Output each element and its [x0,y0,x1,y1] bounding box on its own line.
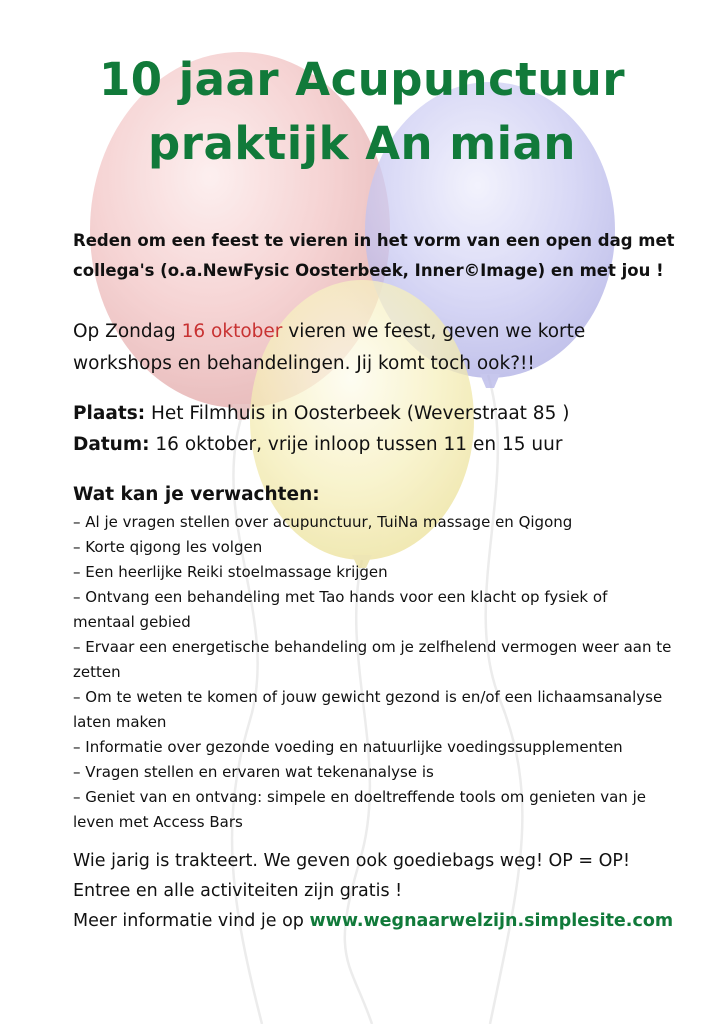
closing-line-1: Wie jarig is trakteert. We geven ook goediebags weg! OP = OP! [73,851,630,871]
closing-line-3 [73,906,703,936]
website-link[interactable]: www.wegnaarwelzijn.simplesite.com [309,911,674,931]
announcement-before: Op Zondag [73,321,182,342]
title-line-1: 10 jaar Acupunctuur [98,53,626,106]
list-item: – Om te weten te komen of jouw gewicht gezond is en/of een lichaamsanalyse laten maken [73,688,663,731]
intro-text: Reden om een feest te vieren in het vorm van een open dag met collega's (o.a.NewFysic Oosterbeek, Inner©Image) en met jou ! [73,231,675,280]
title-line-2: praktijk An mian [148,117,576,170]
closing-line-2: Entree en alle activiteiten zijn gratis ! [73,881,403,901]
place-value: Het Filmhuis in Oosterbeek (Weverstraat 85 ) [145,403,570,424]
expect-heading: Wat kan je verwachten: [73,484,320,505]
list-item: – Al je vragen stellen over acupunctuur, TuiNa massage en Qigong [73,513,573,531]
page-title [40,48,684,176]
closing-line-3-text: Meer informatie vind je op [73,911,310,931]
list-item: – Geniet van en ontvang: simpele en doeltreffende tools om genieten van je leven met Access Bars [73,788,646,831]
list-item: – Ontvang een behandeling met Tao hands voor een klacht op fysiek of mentaal gebied [73,588,608,631]
list-item: – Een heerlijke Reiki stoelmassage krijgen [73,563,388,581]
announcement-after: vieren we feest, geven we korte workshops en behandelingen. Jij komt toch ook?!! [73,321,586,374]
place-row [73,398,693,429]
list-item: – Informatie over gezonde voeding en natuurlijke voedingssupplementen [73,738,623,756]
date-value: 16 oktober, vrije inloop tussen 11 en 15 uur [149,434,563,455]
announcement-text [73,316,673,380]
list-item: – Korte qigong les volgen [73,538,263,556]
list-item: – Vragen stellen en ervaren wat tekenanalyse is [73,763,434,781]
event-info [73,398,693,460]
expect-list [73,510,673,835]
place-label: Plaats: [73,403,146,424]
closing-text [73,846,703,936]
list-item: – Ervaar een energetische behandeling om je zelfhelend vermogen weer aan te zetten [73,638,672,681]
date-label: Datum: [73,434,150,455]
announcement-date: 16 oktober [181,321,283,342]
date-row [73,429,693,460]
